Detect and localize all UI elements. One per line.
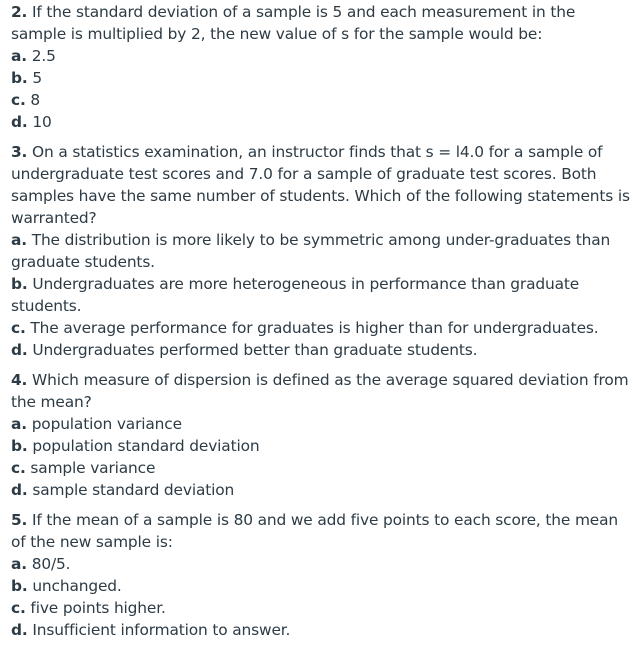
option-label: b. bbox=[11, 437, 28, 455]
option-b bbox=[11, 273, 633, 317]
question-text: If the mean of a sample is 80 and we add five points to each score, the mean of the new sample is: bbox=[11, 511, 618, 551]
option-label: a. bbox=[11, 555, 27, 573]
option-text: 2.5 bbox=[31, 47, 56, 65]
option-text: sample variance bbox=[30, 459, 156, 477]
option-b bbox=[11, 575, 633, 597]
question-stem bbox=[11, 1, 633, 45]
option-text: unchanged. bbox=[32, 577, 122, 595]
option-b bbox=[11, 435, 633, 457]
option-c bbox=[11, 457, 633, 479]
question-stem bbox=[11, 509, 633, 553]
option-label: a. bbox=[11, 415, 27, 433]
option-label: c. bbox=[11, 599, 26, 617]
option-label: d. bbox=[11, 481, 28, 499]
option-label: d. bbox=[11, 113, 28, 131]
option-text: five points higher. bbox=[30, 599, 166, 617]
option-label: a. bbox=[11, 47, 27, 65]
option-c bbox=[11, 317, 633, 339]
option-c bbox=[11, 89, 633, 111]
question-number: 2. bbox=[11, 3, 28, 21]
option-label: d. bbox=[11, 621, 28, 639]
option-d bbox=[11, 339, 633, 361]
option-label: b. bbox=[11, 275, 28, 293]
question-number: 4. bbox=[11, 371, 28, 389]
option-text: population standard deviation bbox=[32, 437, 260, 455]
option-b bbox=[11, 67, 633, 89]
option-text: 8 bbox=[30, 91, 41, 109]
option-text: 80/5. bbox=[31, 555, 71, 573]
option-a bbox=[11, 229, 633, 273]
option-text: The average performance for graduates is higher than for undergraduates. bbox=[30, 319, 599, 337]
question-stem bbox=[11, 369, 633, 413]
option-a bbox=[11, 553, 633, 575]
option-text: 10 bbox=[32, 113, 52, 131]
question-text: On a statistics examination, an instructor finds that s = l4.0 for a sample of undergraduate test scores and 7.0 for a sample of graduate test scores. Both samples have the same number of students. Which of the following statements is warranted? bbox=[11, 143, 630, 227]
question-text: If the standard deviation of a sample is 5 and each measurement in the sample is multiplied by 2, the new value of s for the sample would be: bbox=[11, 3, 576, 43]
option-label: d. bbox=[11, 341, 28, 359]
option-label: a. bbox=[11, 231, 27, 249]
option-text: sample standard deviation bbox=[32, 481, 235, 499]
option-d bbox=[11, 619, 633, 641]
option-label: b. bbox=[11, 69, 28, 87]
question-stem bbox=[11, 141, 633, 229]
option-text: Insufficient information to answer. bbox=[32, 621, 291, 639]
option-d bbox=[11, 479, 633, 501]
option-c bbox=[11, 597, 633, 619]
option-a bbox=[11, 45, 633, 67]
option-text: Undergraduates are more heterogeneous in performance than graduate students. bbox=[11, 275, 580, 315]
option-d bbox=[11, 111, 633, 133]
question-2 bbox=[11, 1, 633, 133]
option-text: Undergraduates performed better than graduate students. bbox=[32, 341, 478, 359]
option-label: b. bbox=[11, 577, 28, 595]
question-4 bbox=[11, 369, 633, 501]
question-text: Which measure of dispersion is defined as the average squared deviation from the mean? bbox=[11, 371, 629, 411]
question-3 bbox=[11, 141, 633, 361]
question-5 bbox=[11, 509, 633, 641]
option-a bbox=[11, 413, 633, 435]
question-number: 5. bbox=[11, 511, 28, 529]
option-label: c. bbox=[11, 459, 26, 477]
option-text: population variance bbox=[31, 415, 182, 433]
question-number: 3. bbox=[11, 143, 28, 161]
option-text: The distribution is more likely to be symmetric among under-graduates than graduate students. bbox=[11, 231, 611, 271]
option-label: c. bbox=[11, 91, 26, 109]
option-label: c. bbox=[11, 319, 26, 337]
option-text: 5 bbox=[32, 69, 42, 87]
